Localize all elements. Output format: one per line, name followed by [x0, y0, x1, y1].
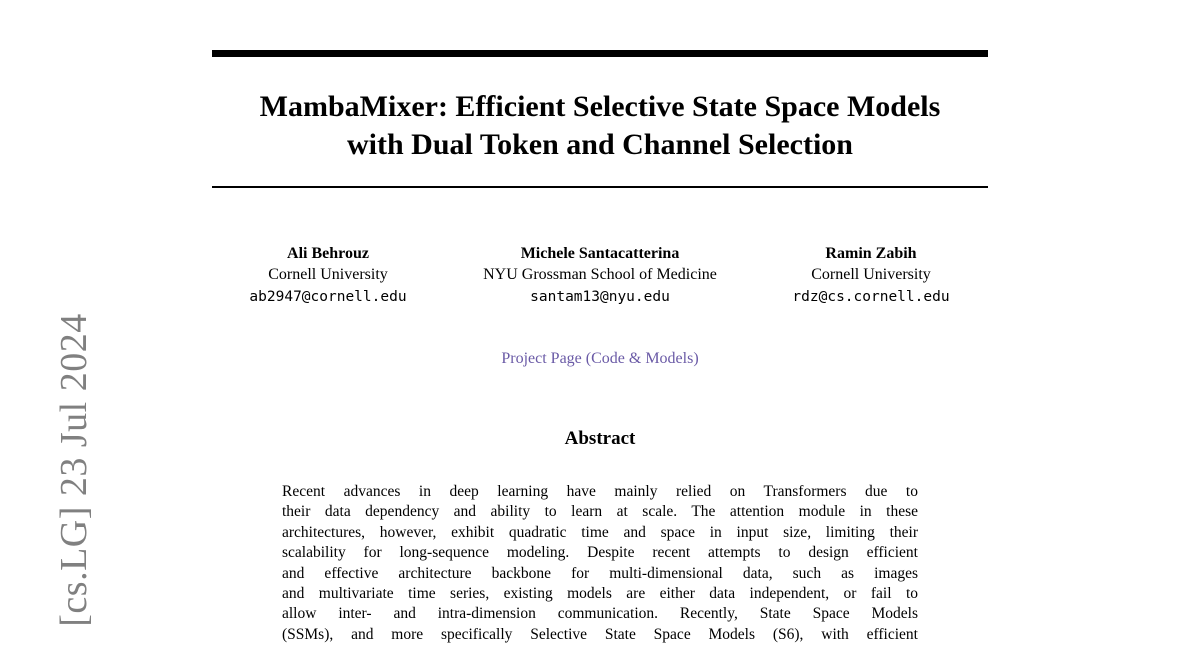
author-name: Ali Behrouz	[287, 245, 369, 262]
abstract-line: and effective architecture backbone for multi-dimensional data, such as images	[282, 564, 918, 582]
author-2	[483, 243, 717, 309]
abstract-line: their data dependency and ability to learn at scale. The attention module in these	[282, 503, 918, 521]
abstract-body	[282, 482, 918, 645]
author-affiliation: NYU Grossman School of Medicine	[483, 266, 717, 283]
abstract-line: Recent advances in deep learning have mainly relied on Transformers due to	[282, 483, 918, 500]
arxiv-identifier-stamp: [cs.LG] 23 Jul 2024	[53, 313, 95, 627]
paper-title	[212, 88, 988, 164]
title-top-rule	[212, 50, 988, 57]
abstract-line: architectures, however, exhibit quadratic time and space in input size, limiting their	[282, 523, 918, 541]
abstract-heading: Abstract	[564, 428, 636, 449]
author-email: santam13@nyu.edu	[530, 289, 670, 305]
author-email: ab2947@cornell.edu	[249, 289, 407, 305]
abstract-line: (SSMs), and more specifically Selective State Space Models (S6), with efficient	[282, 625, 918, 643]
author-3	[792, 243, 949, 309]
abstract-line: and multivariate time series, existing models are either data independent, or fail to	[282, 585, 918, 603]
author-affiliation: Cornell University	[268, 266, 388, 283]
author-email: rdz@cs.cornell.edu	[792, 289, 950, 305]
author-affiliation: Cornell University	[811, 266, 931, 283]
abstract-line: allow inter- and intra-dimension communication. Recently, State Space Models	[282, 605, 918, 623]
title-bottom-rule	[212, 186, 988, 188]
author-name: Michele Santacatterina	[520, 245, 680, 262]
author-name: Ramin Zabih	[825, 245, 917, 262]
paper-title-line-2: with Dual Token and Channel Selection	[347, 128, 853, 161]
paper-title-line-1: MambaMixer: Efficient Selective State Space Models	[259, 90, 941, 123]
author-1	[249, 243, 406, 309]
project-page-link[interactable]: Project Page (Code & Models)	[501, 350, 699, 367]
abstract-line: scalability for long-sequence modeling. Despite recent attempts to design efficient	[282, 544, 918, 562]
